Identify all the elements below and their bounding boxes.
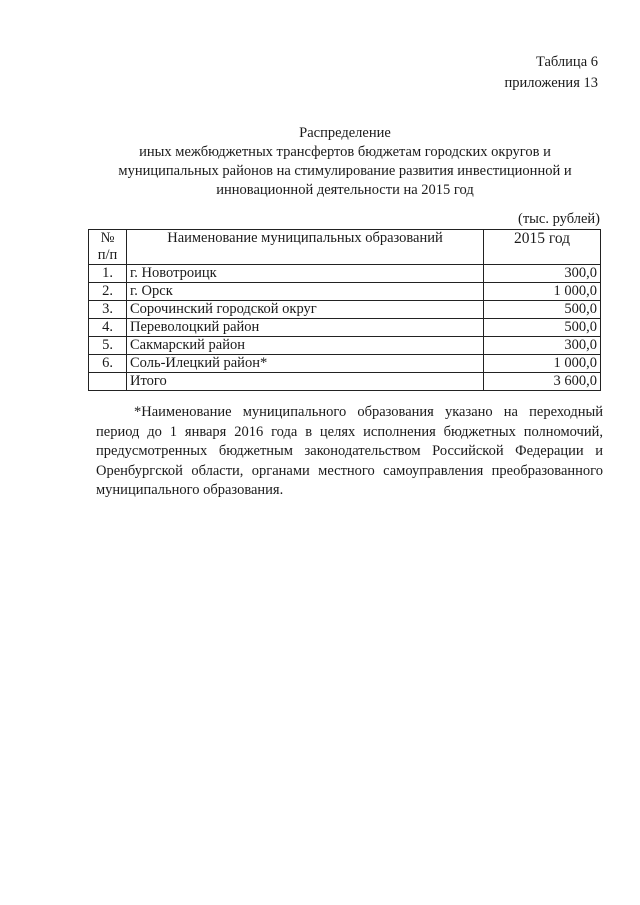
row-number: 5. [89,337,127,355]
row-name: Переволоцкий район [127,319,484,337]
title-line-3: муниципальных районов на стимулирование развития инвестиционной и [118,163,572,179]
header-name: Наименование муниципальных образований [127,230,484,265]
row-name: Соль-Илецкий район* [127,355,484,373]
header-number [89,230,127,265]
header-year: 2015 год [484,230,601,265]
table-row [89,337,601,355]
title-line-2: иных межбюджетных трансфертов бюджетам городских округов и [139,144,551,160]
total-value: 3 600,0 [484,373,601,391]
table-row [89,265,601,283]
table-row [89,355,601,373]
row-number: 2. [89,283,127,301]
total-row [89,373,601,391]
footnote: *Наименование муниципального образования указано на переходный период до 1 января 2016 года в целях исполнения бюджетных полномочий, предусмотренных бюджетным законодательством Российской Федерации и Оренбургской области, органами местного самоуправления преобразованного муниципального образования. [96,404,603,498]
row-number: 1. [89,265,127,283]
row-value: 500,0 [484,319,601,337]
row-number: 4. [89,319,127,337]
title-line-4: инновационной деятельности на 2015 год [216,182,474,198]
total-number-cell [89,373,127,391]
row-value: 1 000,0 [484,283,601,301]
table-row [89,283,601,301]
appendix-reference [505,52,598,94]
units-label: (тыс. рублей) [518,211,600,227]
row-name: г. Новотроицк [127,265,484,283]
document-title [90,124,600,200]
row-number: 3. [89,301,127,319]
table-number: Таблица 6 [535,54,598,70]
row-value: 500,0 [484,301,601,319]
table-header-row [89,230,601,265]
row-name: Сакмарский район [127,337,484,355]
table-row [89,319,601,337]
header-number-line-2: п/п [97,247,118,263]
appendix-number: приложения 13 [504,75,598,91]
row-value: 1 000,0 [484,355,601,373]
distribution-table [88,229,601,391]
table-row [89,301,601,319]
row-value: 300,0 [484,265,601,283]
total-label: Итого [127,373,484,391]
header-number-line-1: № [100,230,115,246]
row-name: г. Орск [127,283,484,301]
row-number: 6. [89,355,127,373]
row-name: Сорочинский городской округ [127,301,484,319]
title-line-1: Распределение [299,125,391,141]
row-value: 300,0 [484,337,601,355]
